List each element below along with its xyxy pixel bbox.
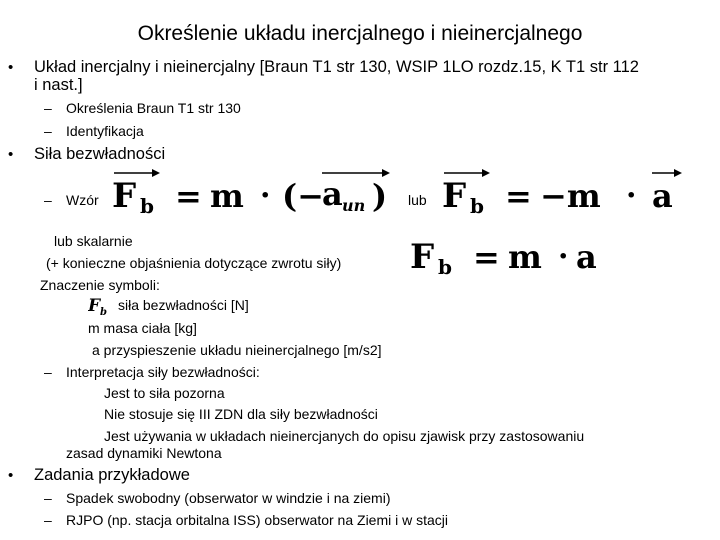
svg-text:a: a (576, 238, 597, 276)
dash: – (44, 192, 52, 208)
interp-item: Nie stosuje się III ZDN dla siły bezwładności (104, 406, 378, 422)
formula-fb-aun (110, 165, 405, 220)
svg-text:b: b (140, 194, 154, 218)
dash: – (44, 490, 52, 506)
symbol-m: m masa ciała [kg] (88, 320, 197, 336)
svg-text:b: b (438, 255, 452, 277)
interp-item: Jest używania w układach nieinercjanych do opisu zjawisk przy zastosowaniu (104, 428, 585, 444)
svg-text:·: · (626, 178, 637, 213)
interp-item: Jest to siła pozorna (104, 385, 225, 401)
label-lub: lub (408, 192, 427, 208)
svg-text:F: F (112, 176, 137, 216)
svg-text:F: F (442, 176, 467, 216)
svg-text:·: · (558, 239, 569, 274)
svg-text:b: b (470, 194, 484, 218)
label-wzor: Wzór (66, 192, 99, 208)
svg-text:a: a (652, 177, 673, 215)
sub-identyfikacja: Identyfikacja (66, 123, 144, 139)
sub-rjpo: RJPO (np. stacja orbitalna ISS) obserwator na Ziemi i w stacji (66, 512, 449, 528)
bullet-dot: • (8, 467, 14, 484)
svg-text:m: m (508, 238, 542, 276)
sub-interpretacja: Interpretacja siły bezwładności: (66, 364, 260, 380)
sub-okreslenia: Określenia Braun T1 str 130 (66, 100, 241, 116)
label-znaczenie: Znaczenie symboli: (40, 277, 160, 293)
dash: – (44, 364, 52, 380)
label-skalarnie: lub skalarnie (54, 233, 133, 249)
svg-text:): ) (372, 177, 388, 215)
svg-text:=: = (505, 177, 532, 215)
bullet-zadania: Zadania przykładowe (34, 466, 190, 484)
svg-text:F: F (88, 296, 101, 316)
symbol-a: a przyspieszenie układu nieinercjalnego [m/s2] (92, 342, 382, 358)
svg-text:F: F (410, 237, 435, 277)
interp-item-cont: zasad dynamiki Newtona (66, 445, 222, 461)
symbol-fb (88, 295, 114, 317)
bullet-dot: • (8, 146, 14, 163)
symbol-fb-desc: siła bezwładności [N] (118, 297, 249, 313)
sub-spadek: Spadek swobodny (obserwator w windzie i na ziemi) (66, 490, 391, 506)
formula-fb-neg (440, 165, 685, 220)
dash: – (44, 100, 52, 116)
bullet-uklad: Układ inercjalny i nieinercjalny [Braun T1 str 130, WSIP 1LO rozdz.15, K T1 str 112 (34, 58, 639, 76)
formula-fb-scalar (408, 232, 608, 277)
bullet-sila: Siła bezwładności (34, 145, 166, 163)
svg-text:−m: −m (540, 177, 601, 215)
dash: – (44, 512, 52, 528)
dash: – (44, 123, 52, 139)
svg-text:·: · (260, 178, 271, 213)
svg-text:b: b (100, 307, 107, 317)
bullet-dot: • (8, 59, 14, 76)
bullet-uklad-cont: i nast.] (34, 76, 83, 94)
label-objasnienia: (+ konieczne objaśnienia dotyczące zwrotu siły) (46, 255, 342, 271)
svg-text:=: = (473, 238, 500, 276)
svg-text:(−: (− (282, 177, 324, 215)
svg-text:un: un (342, 196, 366, 215)
svg-text:=: = (175, 177, 202, 215)
svg-text:a: a (322, 175, 343, 213)
slide-title: Określenie układu inercjalnego i nieinercjalnego (137, 22, 583, 45)
svg-text:m: m (210, 177, 244, 215)
